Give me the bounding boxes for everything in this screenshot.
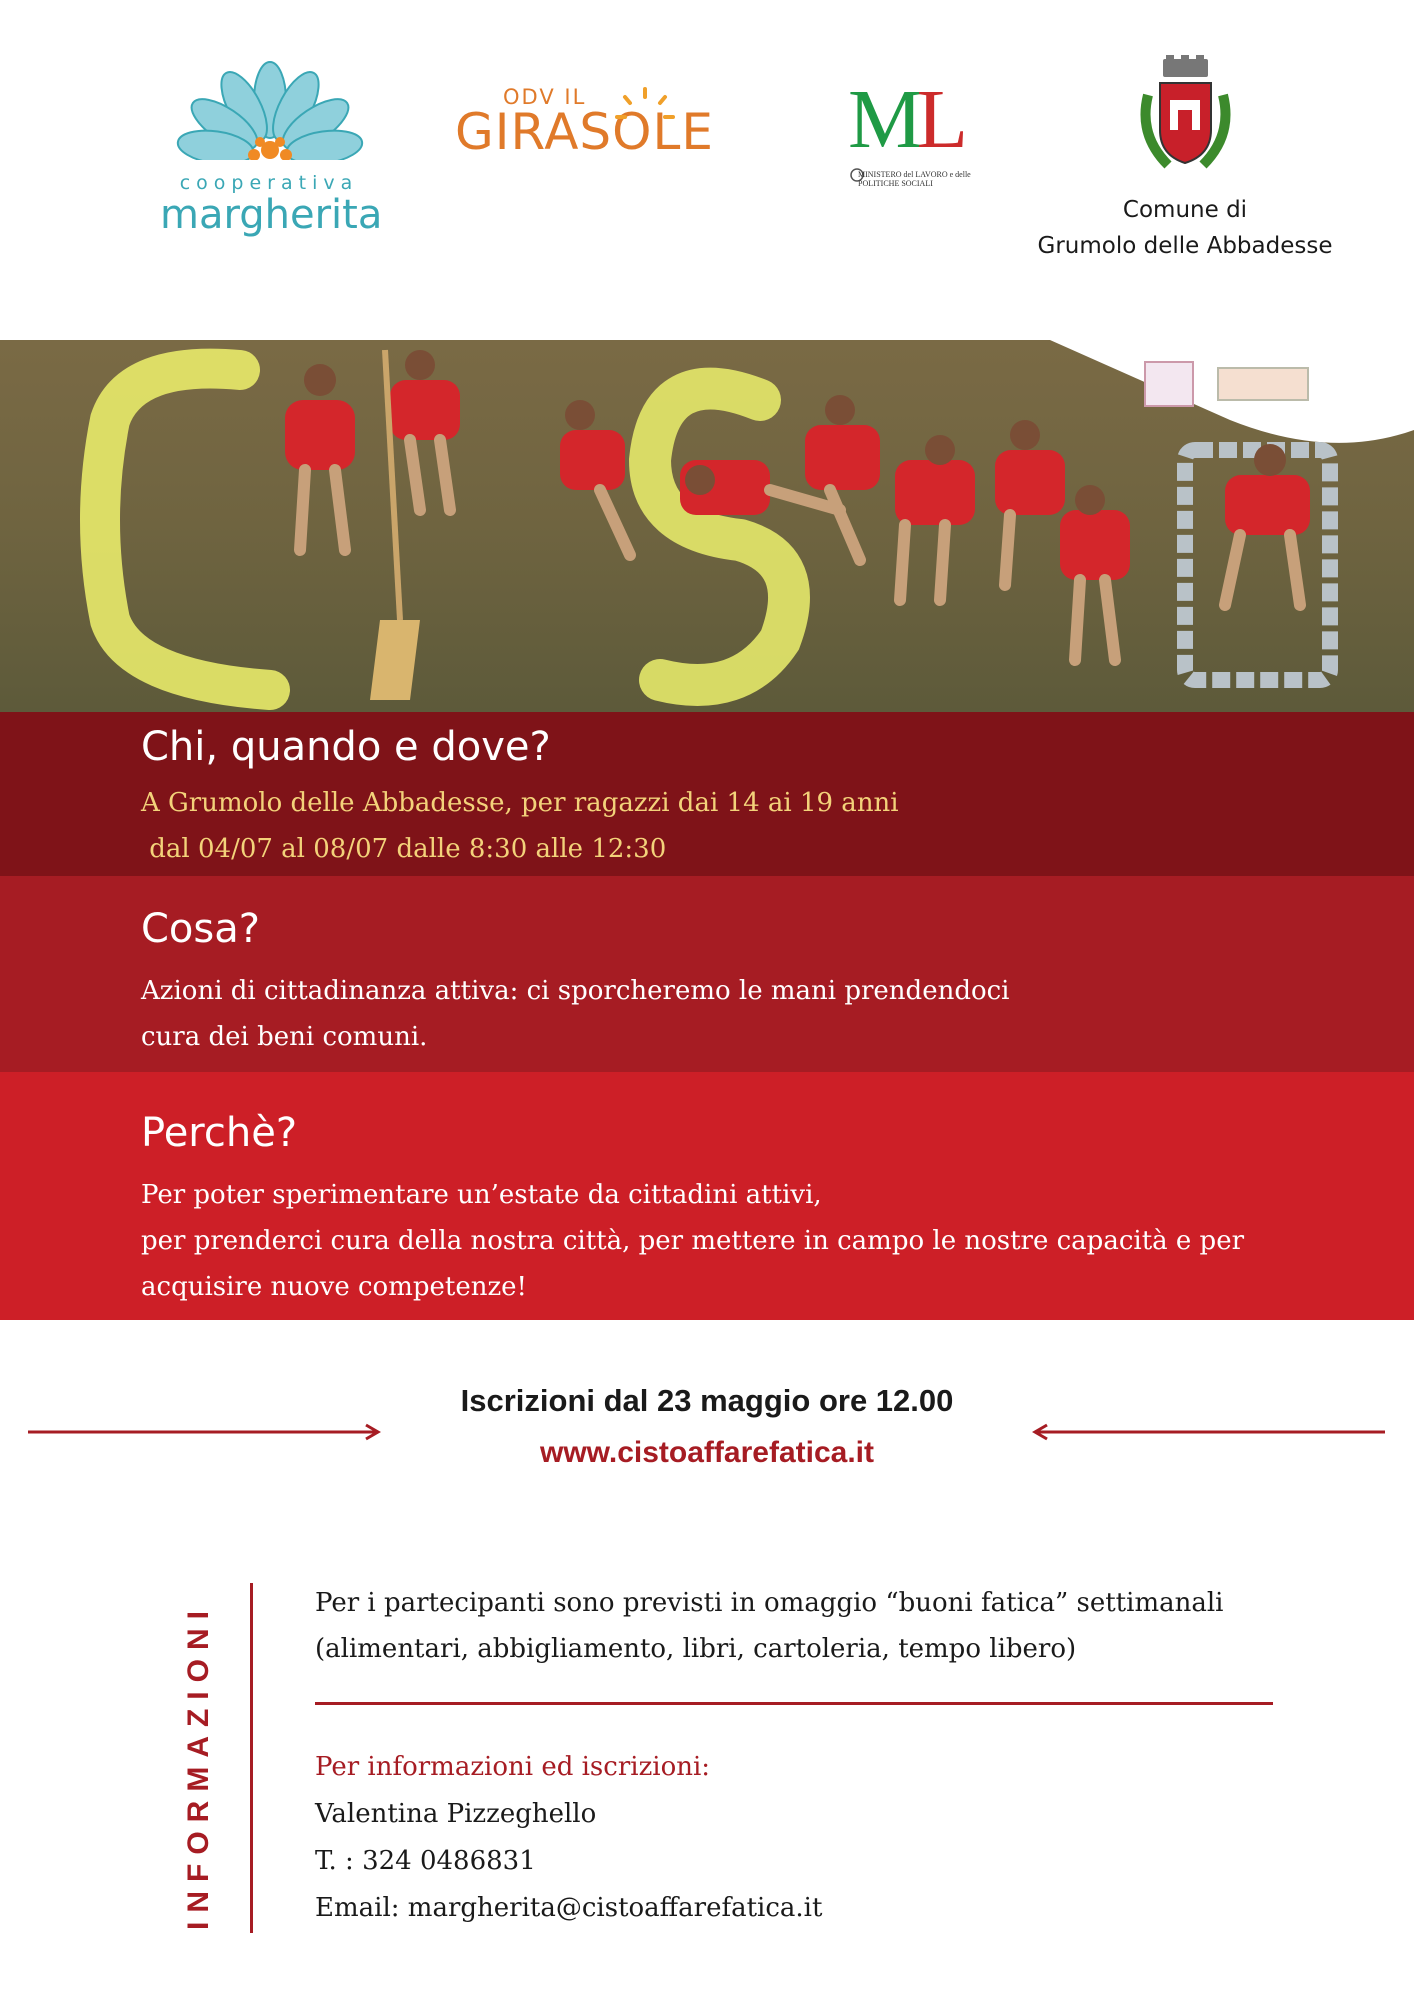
logo-margherita-line2: margherita bbox=[160, 192, 383, 238]
arrow-left-icon bbox=[1030, 1422, 1385, 1442]
logo-margherita-line1: cooperativa bbox=[179, 172, 359, 194]
section-perche bbox=[0, 1072, 1414, 1320]
contact-title: Per informazioni ed iscrizioni: bbox=[315, 1752, 711, 1782]
info-divider-vertical bbox=[250, 1583, 253, 1933]
project-logos-icon bbox=[1145, 362, 1308, 406]
section-title: Perchè? bbox=[141, 1110, 298, 1156]
comune-crest bbox=[1128, 55, 1243, 180]
section-text bbox=[141, 780, 1341, 872]
section-line: per prenderci cura della nostra città, per mettere in campo le nostre capacità e per bbox=[141, 1226, 1245, 1256]
section-line: acquisire nuove competenze! bbox=[141, 1272, 528, 1302]
coat-of-arms-icon bbox=[1128, 55, 1243, 180]
sun-icon bbox=[615, 87, 675, 147]
section-cosa bbox=[0, 876, 1414, 1072]
info-vertical-label bbox=[158, 1600, 258, 1930]
logo-girasole-line1: ODV IL bbox=[503, 85, 587, 109]
flower-icon bbox=[160, 60, 380, 175]
comune-label bbox=[1020, 192, 1350, 264]
section-line: dal 04/07 al 08/07 dalle 8:30 alle 12:30 bbox=[141, 834, 667, 864]
logo-cooperativa-margherita bbox=[160, 60, 383, 240]
section-line: cura dei beni comuni. bbox=[141, 1022, 428, 1052]
contact-phone[interactable]: T. : 324 0486831 bbox=[315, 1846, 536, 1876]
contact-name: Valentina Pizzeghello bbox=[315, 1799, 597, 1829]
info-vertical-text: INFORMAZIONI bbox=[182, 1602, 215, 1930]
logo-il-girasole bbox=[455, 85, 735, 185]
section-text bbox=[141, 1172, 1341, 1310]
website-link[interactable]: www.cistoaffarefatica.it bbox=[540, 1436, 874, 1469]
logo-ministero-text: MINISTERO del LAVORO e delle POLITICHE SOCIALI bbox=[858, 170, 971, 188]
section-chi-quando-dove bbox=[0, 712, 1414, 876]
logo-girasole-line2: GIRASOLE bbox=[455, 103, 714, 161]
logo-ministero-mark: ML bbox=[848, 73, 963, 166]
hero-photo bbox=[0, 340, 1414, 712]
section-title: Chi, quando e dove? bbox=[141, 724, 551, 770]
info-separator bbox=[315, 1702, 1273, 1705]
contact-email[interactable]: Email: margherita@cistoaffarefatica.it bbox=[315, 1893, 823, 1923]
info-vouchers bbox=[315, 1580, 1315, 1672]
section-line: A Grumolo delle Abbadesse, per ragazzi dai 14 ai 19 anni bbox=[141, 788, 899, 818]
section-title: Cosa? bbox=[141, 906, 260, 952]
section-line: Per poter sperimentare un’estate da cittadini attivi, bbox=[141, 1180, 822, 1210]
info-line: Per i partecipanti sono previsti in omaggio “buoni fatica” settimanali bbox=[315, 1588, 1224, 1618]
info-line: (alimentari, abbigliamento, libri, cartoleria, tempo libero) bbox=[315, 1634, 1077, 1664]
registration-date: Iscrizioni dal 23 maggio ore 12.00 bbox=[460, 1383, 954, 1418]
logo-ministero-lavoro bbox=[808, 70, 1008, 195]
comune-line2: Grumolo delle Abbadesse bbox=[1037, 233, 1333, 259]
comune-line1: Comune di bbox=[1122, 197, 1248, 223]
section-text bbox=[141, 968, 1341, 1060]
section-line: Azioni di cittadinanza attiva: ci sporcheremo le mani prendendoci bbox=[141, 976, 1010, 1006]
